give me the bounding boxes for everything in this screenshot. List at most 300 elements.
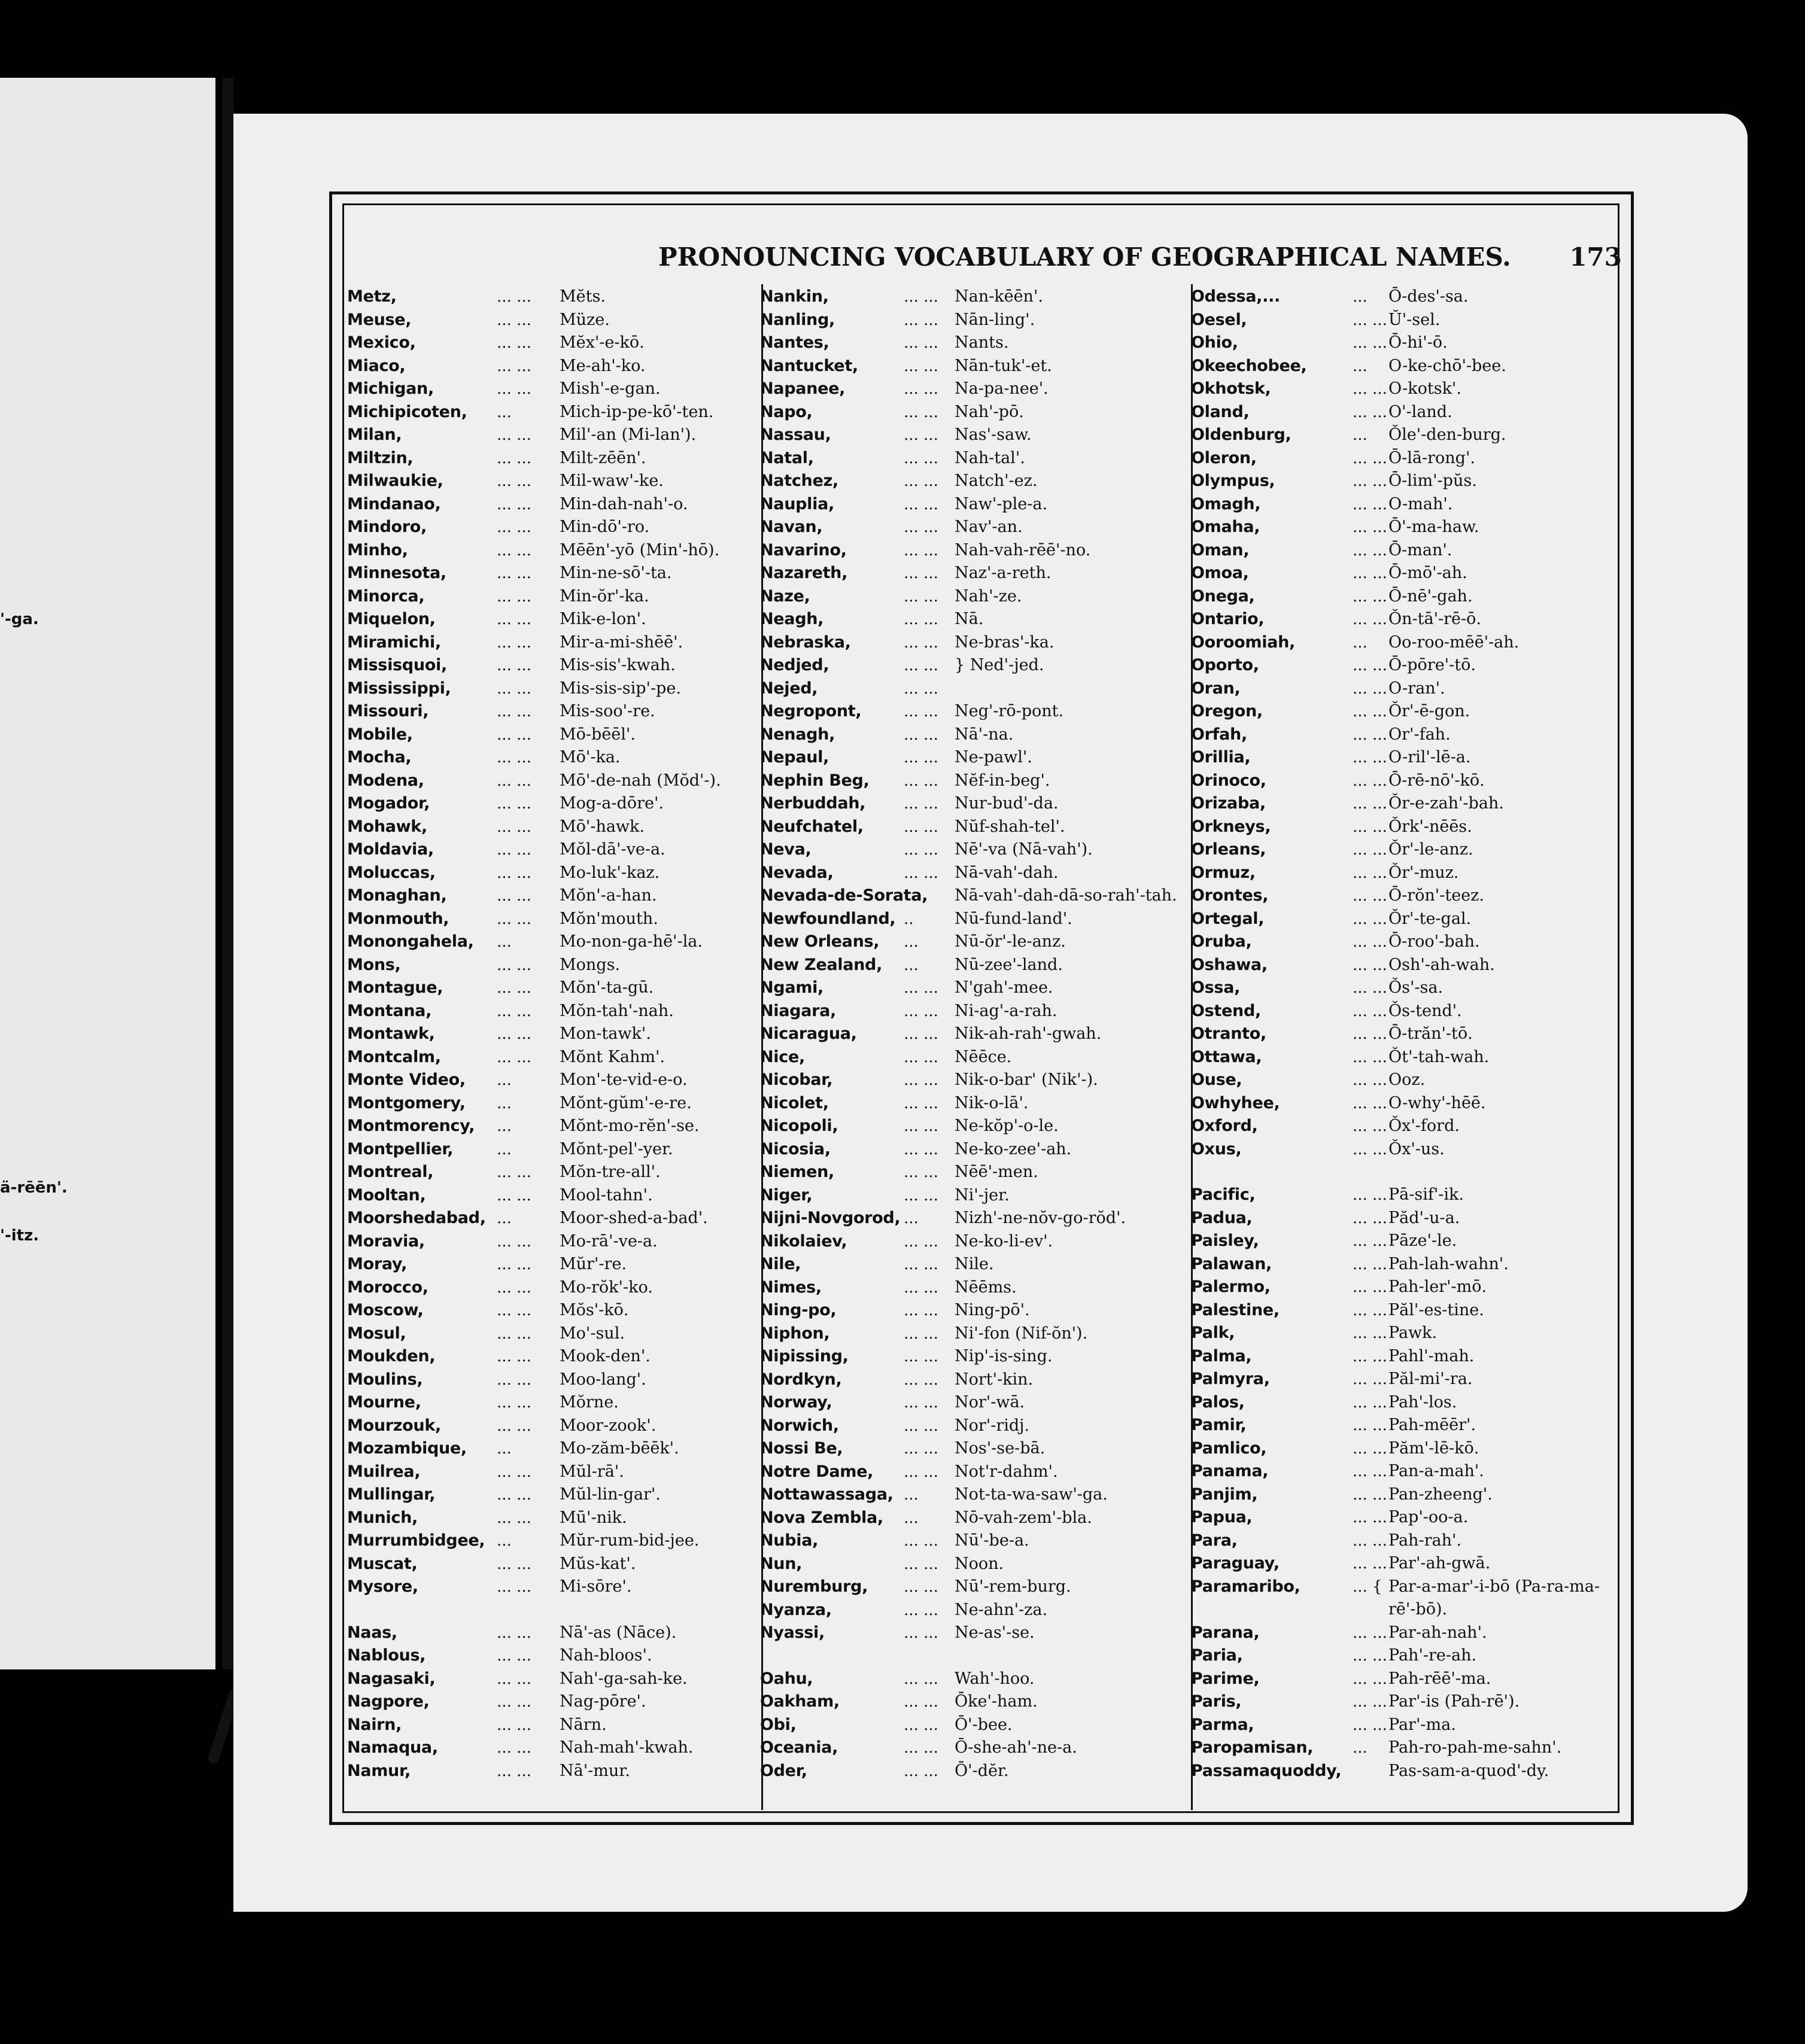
vocabulary-entry (760, 449, 1191, 472)
page-number: 173 (1569, 242, 1622, 272)
entry-pronunciation: Min-ne-sō'-ta. (560, 564, 672, 582)
entry-pronunciation: Ŏr-e-zah'-bah. (1388, 794, 1504, 813)
entry-pronunciation: Ŏr'-te-gal. (1388, 909, 1472, 928)
entry-leader-dots: ... ... (1353, 771, 1387, 790)
entry-leader-dots: ... (904, 956, 919, 974)
entry-name: Oxford, (1191, 1117, 1258, 1135)
vocabulary-entry (760, 840, 1191, 863)
entry-name: Nairn, (347, 1715, 402, 1734)
entry-leader-dots: ... ... (497, 979, 531, 997)
entry-leader-dots: ... ... (497, 1508, 531, 1527)
vocabulary-entry (347, 357, 769, 380)
entry-name: Palk, (1191, 1324, 1235, 1342)
entry-pronunciation: Pah-rēē'-ma. (1388, 1669, 1491, 1688)
entry-pronunciation: Mŭr'-re. (560, 1255, 627, 1273)
entry-name: Nova Zembla, (760, 1508, 883, 1527)
entry-leader-dots: ... ... (904, 1255, 938, 1273)
entry-name: Padua, (1191, 1208, 1253, 1227)
entry-leader-dots: ... (1353, 1739, 1368, 1757)
entry-name: Oakham, (760, 1692, 840, 1711)
vocabulary-entry (760, 1439, 1191, 1462)
entry-name: Mourzouk, (347, 1416, 441, 1435)
vocabulary-entry (347, 311, 769, 334)
entry-name: Nevada-de-Sorata, (760, 886, 928, 905)
entry-name: Obi, (760, 1715, 797, 1734)
entry-pronunciation: Ō'-bee. (955, 1715, 1013, 1734)
entry-pronunciation: Ō-lā-rong'. (1388, 448, 1475, 467)
entry-name: Nordkyn, (760, 1370, 842, 1389)
entry-pronunciation: Pah'-re-ah. (1388, 1646, 1477, 1665)
entry-leader-dots: ... ... (904, 564, 938, 582)
vocabulary-entry (347, 817, 769, 841)
vocabulary-entry (1191, 1070, 1619, 1094)
entry-leader-dots: ... (497, 1071, 512, 1089)
entry-pronunciation: Nizh'-ne-nŏv-go-rŏd'. (955, 1209, 1126, 1227)
vocabulary-entry (1191, 771, 1619, 795)
entry-leader-dots: ... ... (497, 334, 531, 352)
vocabulary-entry (760, 702, 1191, 725)
vocabulary-entry (1191, 1623, 1619, 1647)
entry-name: Monmouth, (347, 909, 449, 928)
entry-leader-dots: ... ... (1353, 749, 1387, 766)
entry-leader-dots: ... ... (497, 795, 531, 813)
vocabulary-entry (760, 1692, 1191, 1716)
vocabulary-entry (347, 1209, 769, 1232)
vocabulary-entry (347, 1255, 769, 1278)
vocabulary-entry (1191, 1716, 1619, 1739)
vocabulary-entry (1191, 357, 1619, 380)
vocabulary-entry (760, 679, 1191, 702)
entry-leader-dots: ... ... (497, 1186, 531, 1204)
entry-leader-dots: ... ... (1353, 1301, 1387, 1319)
vocabulary-entry (1191, 541, 1619, 564)
entry-leader-dots: ... ... (497, 863, 531, 882)
entry-name: Nicobar, (760, 1070, 833, 1089)
vocabulary-entry (760, 656, 1191, 679)
entry-leader-dots: ... ... (497, 1623, 531, 1642)
entry-pronunciation: Ō-roo'-bah. (1388, 932, 1480, 951)
entry-leader-dots: ... ... (1353, 656, 1387, 674)
vocabulary-entry (1191, 1554, 1619, 1577)
entry-pronunciation: Pah-lah-wahn'. (1388, 1254, 1509, 1273)
entry-leader-dots: ... ... (1353, 1094, 1387, 1112)
entry-name: Paria, (1191, 1646, 1243, 1665)
entry-leader-dots: ... ... (904, 1693, 938, 1711)
entry-leader-dots: ... ... (497, 1693, 531, 1711)
entry-pronunciation: Nā-vah'-dah-dā-so-rah'-tah. (955, 886, 1177, 905)
vocabulary-entry (347, 794, 769, 817)
entry-leader-dots: ... ... (904, 771, 938, 790)
entry-name: Miaco, (347, 356, 406, 375)
entry-leader-dots: ... ... (1353, 979, 1387, 997)
entry-name: Oruba, (1191, 932, 1252, 951)
entry-name: Oder, (760, 1761, 807, 1780)
entry-pronunciation: Ni-ag'-a-rah. (955, 1001, 1058, 1020)
entry-pronunciation: Ō-hi'-ō. (1388, 333, 1448, 352)
vocabulary-entry (1191, 794, 1619, 817)
entry-leader-dots: ... ... (1353, 1693, 1387, 1711)
vocabulary-entry (347, 1163, 769, 1186)
vocabulary-entry (1191, 1324, 1619, 1347)
entry-pronunciation: Ŏs-tend'. (1388, 1001, 1462, 1020)
entry-pronunciation: Mŭr-rum-bid-jee. (560, 1531, 700, 1550)
entry-name: Mosul, (347, 1324, 406, 1343)
entry-pronunciation: Ŏt'-tah-wah. (1388, 1047, 1490, 1066)
entry-pronunciation: Na-pa-nee'. (955, 379, 1049, 398)
vocabulary-entry (760, 886, 1191, 910)
entry-name: Palma, (1191, 1346, 1252, 1365)
vocabulary-column-3 (1191, 287, 1619, 1807)
entry-name: Mogador, (347, 794, 430, 813)
entry-name: Omaha, (1191, 518, 1260, 536)
entry-pronunciation: Noon. (955, 1554, 1004, 1573)
entry-leader-dots: ... (497, 1440, 512, 1458)
entry-leader-dots: ... ... (1353, 1555, 1387, 1572)
entry-pronunciation: Nū-fund-land'. (955, 909, 1072, 928)
entry-name: New Zealand, (760, 955, 883, 974)
entry-pronunciation: Mis-sis'-kwah. (560, 656, 676, 674)
entry-name: Norwich, (760, 1416, 839, 1435)
vocabulary-entry (760, 541, 1191, 564)
entry-name: Okhotsk, (1191, 379, 1271, 398)
entry-pronunciation: Nah-mah'-kwah. (560, 1738, 694, 1757)
entry-name: Paris, (1191, 1692, 1242, 1711)
entry-pronunciation: O-ke-chō'-bee. (1388, 356, 1506, 375)
entry-pronunciation: Nan-kēēn'. (955, 287, 1043, 306)
entry-name: Meuse, (347, 310, 412, 329)
vocabulary-entry (1191, 425, 1619, 449)
entry-pronunciation: Pah-rah'. (1388, 1531, 1461, 1550)
entry-pronunciation: Mĕx'-e-kō. (560, 333, 645, 352)
entry-name: Moorshedabad, (347, 1209, 486, 1227)
vocabulary-entry (347, 1762, 769, 1785)
vocabulary-entry (1191, 956, 1619, 979)
entry-leader-dots: ... ... (497, 702, 531, 720)
entry-name: Ostend, (1191, 1001, 1261, 1020)
entry-pronunciation: Mŏs'-kō. (560, 1301, 629, 1319)
entry-leader-dots: ... ... (497, 749, 531, 766)
entry-pronunciation: Mo-rā'-ve-a. (560, 1231, 658, 1251)
entry-name: Michipicoten, (347, 402, 467, 421)
vocabulary-entry (760, 1555, 1191, 1578)
entry-name: Missouri, (347, 702, 429, 720)
entry-pronunciation: Mō'-ka. (560, 748, 621, 766)
entry-name: Montawk, (347, 1024, 435, 1043)
entry-leader-dots: ... ... (497, 1486, 531, 1504)
entry-leader-dots: ... ... (904, 1532, 938, 1550)
entry-leader-dots: ... ... (904, 1440, 938, 1458)
entry-leader-dots: ... ... (904, 1762, 938, 1780)
entry-pronunciation: Mil'-an (Mi-lan'). (560, 425, 697, 444)
vocabulary-entry (347, 633, 769, 656)
entry-pronunciation: Mŏn-tah'-nah. (560, 1001, 674, 1020)
entry-leader-dots: ... ... (904, 403, 938, 421)
adjacent-page (0, 78, 215, 1669)
entry-leader-dots: ... ... (1353, 1255, 1387, 1273)
entry-name: Moulins, (347, 1370, 423, 1389)
entry-leader-dots: ... ... (497, 587, 531, 606)
entry-leader-dots: ... ... (497, 472, 531, 490)
entry-leader-dots: ... ... (497, 1669, 531, 1688)
entry-name: Montana, (347, 1001, 432, 1020)
entry-leader-dots: ... ... (497, 1163, 531, 1181)
entry-pronunciation: Pā-sif'-ik. (1388, 1185, 1464, 1204)
vocabulary-entry (1191, 1531, 1619, 1555)
vocabulary-entry (760, 287, 1191, 311)
entry-pronunciation: Nān-tuk'-et. (955, 356, 1052, 375)
entry-name: Mohawk, (347, 817, 427, 836)
entry-pronunciation: Mŭs-kat'. (560, 1554, 636, 1573)
entry-name: Nerbuddah, (760, 794, 866, 813)
entry-name: Nejed, (760, 679, 818, 698)
entry-name: Naas, (347, 1623, 397, 1642)
vocabulary-entry (1191, 472, 1619, 495)
entry-pronunciation: Ne-bras'-ka. (955, 632, 1055, 652)
vocabulary-entry (760, 1186, 1191, 1209)
entry-name: Oahu, (760, 1669, 813, 1688)
entry-leader-dots: ... ... (1353, 1623, 1387, 1642)
vocabulary-entry (1191, 518, 1619, 541)
entry-leader-dots: ... ... (1353, 311, 1387, 329)
entry-pronunciation: Par'-is (Pah-rē'). (1388, 1692, 1520, 1711)
entry-name: Panjim, (1191, 1485, 1258, 1504)
entry-leader-dots: ... ... (1353, 679, 1387, 698)
entry-pronunciation: Ne-ko-zee'-ah. (955, 1139, 1072, 1158)
entry-leader-dots: ... ... (1353, 1048, 1387, 1066)
entry-leader-dots: ... ... (497, 1416, 531, 1435)
vocabulary-entry (760, 333, 1191, 357)
vocabulary-entry (347, 1140, 769, 1163)
entry-name: Palestine, (1191, 1300, 1280, 1319)
entry-pronunciation: Par-ah-nah'. (1388, 1623, 1487, 1642)
entry-pronunciation: Mŏrne. (560, 1393, 619, 1412)
entry-pronunciation: Mō'-de-nah (Mŏd'-). (560, 771, 721, 790)
vocabulary-entry (1191, 1278, 1619, 1301)
entry-name: Pacific, (1191, 1185, 1256, 1204)
entry-leader-dots: ... ... (1353, 610, 1387, 628)
entry-leader-dots: ... ... (904, 1048, 938, 1066)
entry-pronunciation: Pawk. (1388, 1324, 1438, 1342)
section-gap (1191, 1163, 1619, 1185)
entry-pronunciation: Nārn. (560, 1715, 607, 1734)
entry-name: Nantucket, (760, 356, 858, 375)
entry-pronunciation: Nav'-an. (955, 518, 1023, 536)
entry-pronunciation: Mŏnt Kahm'. (560, 1047, 665, 1066)
entry-name: Napo, (760, 402, 813, 421)
entry-name: Muilrea, (347, 1462, 421, 1481)
vocabulary-entry (347, 1117, 769, 1140)
entry-leader-dots: ... ... (904, 725, 938, 744)
entry-pronunciation: Ning-pō'. (955, 1301, 1030, 1319)
vocabulary-entry (1191, 287, 1619, 311)
entry-name: Mexico, (347, 333, 416, 352)
entry-leader-dots: ... ... (904, 587, 938, 606)
entry-pronunciation: Ne-ahn'-za. (955, 1600, 1048, 1619)
entry-pronunciation: Ŏle'-den-burg. (1388, 425, 1506, 444)
entry-pronunciation: Naw'-ple-a. (955, 494, 1048, 513)
entry-name: Ossa, (1191, 978, 1241, 997)
entry-name: Nice, (760, 1047, 805, 1066)
entry-name: Nedjed, (760, 656, 829, 674)
entry-name: Oshawa, (1191, 955, 1268, 974)
entry-name: Navarino, (760, 540, 847, 559)
entry-pronunciation: Mog-a-dōre'. (560, 794, 664, 813)
entry-name: Nablous, (347, 1646, 426, 1665)
entry-leader-dots: ... ... (904, 1094, 938, 1112)
entry-name: Orizaba, (1191, 794, 1266, 813)
entry-pronunciation: Ō'-dĕr. (955, 1761, 1009, 1780)
entry-pronunciation: Nile. (955, 1255, 994, 1273)
entry-pronunciation: Mis-sis-sip'-pe. (560, 679, 681, 698)
entry-pronunciation: Ōke'-ham. (955, 1692, 1038, 1711)
vocabulary-entry (1191, 1140, 1619, 1163)
entry-name: Mourne, (347, 1393, 421, 1412)
vocabulary-entry (1191, 1416, 1619, 1439)
entry-leader-dots: ... ... (904, 1669, 938, 1688)
vocabulary-entry (1191, 587, 1619, 610)
entry-leader-dots: ... ... (904, 1370, 938, 1389)
entry-leader-dots: ... ... (497, 518, 531, 536)
entry-pronunciation: Nĕf-in-beg'. (955, 771, 1050, 790)
entry-pronunciation: Mō'-hawk. (560, 817, 645, 836)
entry-leader-dots: ... ... (904, 1578, 938, 1596)
entry-pronunciation: Moor-shed-a-bad'. (560, 1209, 708, 1227)
entry-name: Oxus, (1191, 1139, 1242, 1158)
entry-leader-dots: ... ... (904, 1555, 938, 1573)
vocabulary-entry (1191, 1600, 1619, 1623)
vocabulary-entry (1191, 403, 1619, 426)
vocabulary-entry (760, 1738, 1191, 1762)
entry-name: Moray, (347, 1255, 408, 1273)
entry-leader-dots: ... ... (497, 1578, 531, 1596)
entry-pronunciation: Ne-kŏp'-o-le. (955, 1117, 1059, 1135)
vocabulary-entry (1191, 1393, 1619, 1416)
entry-leader-dots: ... ... (904, 1324, 938, 1343)
vocabulary-entry (760, 725, 1191, 749)
entry-name: Nyanza, (760, 1600, 832, 1619)
vocabulary-entry (347, 771, 769, 795)
entry-pronunciation: Ŏr'-le-anz. (1388, 840, 1473, 859)
entry-pronunciation: Mŏn'-ta-gū. (560, 978, 654, 997)
entry-pronunciation: Pahl'-mah. (1388, 1346, 1475, 1365)
vocabulary-entry (760, 1002, 1191, 1025)
entry-leader-dots: ... (904, 933, 919, 951)
entry-pronunciation: Pah'-los. (1388, 1392, 1457, 1412)
entry-name: Odessa,... (1191, 287, 1280, 306)
vocabulary-entry (760, 1048, 1191, 1071)
entry-name: Missisquoi, (347, 656, 447, 674)
entry-leader-dots: ... ... (1353, 403, 1387, 421)
entry-leader-dots: ... ... (497, 564, 531, 582)
vocabulary-entry (347, 725, 769, 749)
entry-name: Neva, (760, 840, 812, 859)
entry-pronunciation: Nēēms. (955, 1278, 1017, 1297)
vocabulary-entry (760, 1462, 1191, 1486)
entry-leader-dots: ... ... (497, 841, 531, 859)
entry-pronunciation: Mir-a-mi-shēē'. (560, 632, 683, 652)
vocabulary-entry (347, 1416, 769, 1440)
vocabulary-entry (760, 956, 1191, 979)
vocabulary-entry (347, 1485, 769, 1508)
entry-name: Minorca, (347, 586, 425, 606)
entry-name: Mobile, (347, 725, 413, 744)
entry-pronunciation: Nā'-as (Nāce). (560, 1623, 677, 1642)
entry-leader-dots: ... ... (1353, 1647, 1387, 1665)
entry-leader-dots: ... ... (904, 518, 938, 536)
entry-leader-dots: ... ... (497, 1025, 531, 1043)
vocabulary-entry (760, 1508, 1191, 1532)
entry-pronunciation: Pah-ler'-mō. (1388, 1278, 1487, 1296)
vocabulary-entry (1191, 633, 1619, 656)
entry-leader-dots: ... ... (1353, 1716, 1387, 1734)
entry-pronunciation: Nah'-ze. (955, 586, 1022, 606)
entry-pronunciation: Ŏr'-ē-gon. (1388, 702, 1470, 720)
entry-name: Nenagh, (760, 725, 835, 744)
vocabulary-entry (760, 1163, 1191, 1186)
entry-leader-dots: ... ... (904, 1716, 938, 1734)
entry-pronunciation: Nā-vah'-dah. (955, 863, 1059, 882)
vocabulary-entry (1191, 1231, 1619, 1255)
entry-leader-dots: .. (904, 910, 914, 928)
vocabulary-entry (760, 1762, 1191, 1785)
entry-leader-dots: ... ... (1353, 1347, 1387, 1365)
vocabulary-entry (760, 472, 1191, 495)
vocabulary-entry (347, 656, 769, 679)
entry-name: New Orleans, (760, 932, 880, 951)
vocabulary-entry (760, 1347, 1191, 1370)
entry-name: Ohio, (1191, 333, 1238, 352)
entry-pronunciation: Mŏnt-pel'-yer. (560, 1139, 673, 1158)
entry-name: Murrumbidgee, (347, 1531, 485, 1550)
entry-name: Orleans, (1191, 840, 1266, 859)
vocabulary-entry (1191, 932, 1619, 956)
entry-name: Olympus, (1191, 472, 1275, 490)
entry-pronunciation: Mŏnt-mo-rĕn'-se. (560, 1117, 700, 1135)
entry-name: Oleron, (1191, 448, 1257, 467)
entry-name: Notre Dame, (760, 1462, 874, 1481)
entry-leader-dots: ... ... (1353, 1439, 1387, 1458)
vocabulary-entry (1191, 910, 1619, 933)
entry-pronunciation: Mongs. (560, 955, 621, 974)
entry-name: Nimes, (760, 1278, 822, 1297)
entry-pronunciation: Ō-rŏn'-teez. (1388, 886, 1484, 905)
entry-pronunciation: Mo-zăm-bēēk'. (560, 1439, 679, 1458)
entry-leader-dots: ... ... (904, 1348, 938, 1365)
entry-leader-dots: ... (497, 933, 512, 951)
vocabulary-entry (347, 978, 769, 1002)
vocabulary-entry (347, 1623, 769, 1647)
entry-leader-dots: ... ... (904, 1462, 938, 1481)
vocabulary-entry (1191, 1646, 1619, 1669)
entry-leader-dots: ... ... (497, 887, 531, 905)
entry-leader-dots: ... ... (497, 541, 531, 559)
vocabulary-entry (347, 679, 769, 702)
entry-name: Ngami, (760, 978, 824, 997)
entry-name: Montpellier, (347, 1139, 454, 1158)
entry-leader-dots: ... ... (497, 357, 531, 375)
entry-name: Moravia, (347, 1231, 425, 1251)
entry-leader-dots: ... ... (1353, 1416, 1387, 1434)
entry-name: Orkneys, (1191, 817, 1271, 836)
vocabulary-entry (760, 587, 1191, 610)
entry-leader-dots: ... ... (497, 656, 531, 674)
entry-leader-dots: ... ... (904, 863, 938, 882)
vocabulary-entry (1191, 1209, 1619, 1232)
entry-leader-dots: ... ... (1353, 1485, 1387, 1504)
entry-leader-dots: ... ... (1353, 495, 1387, 513)
vocabulary-entry (760, 1393, 1191, 1416)
entry-name: Nipissing, (760, 1347, 849, 1365)
